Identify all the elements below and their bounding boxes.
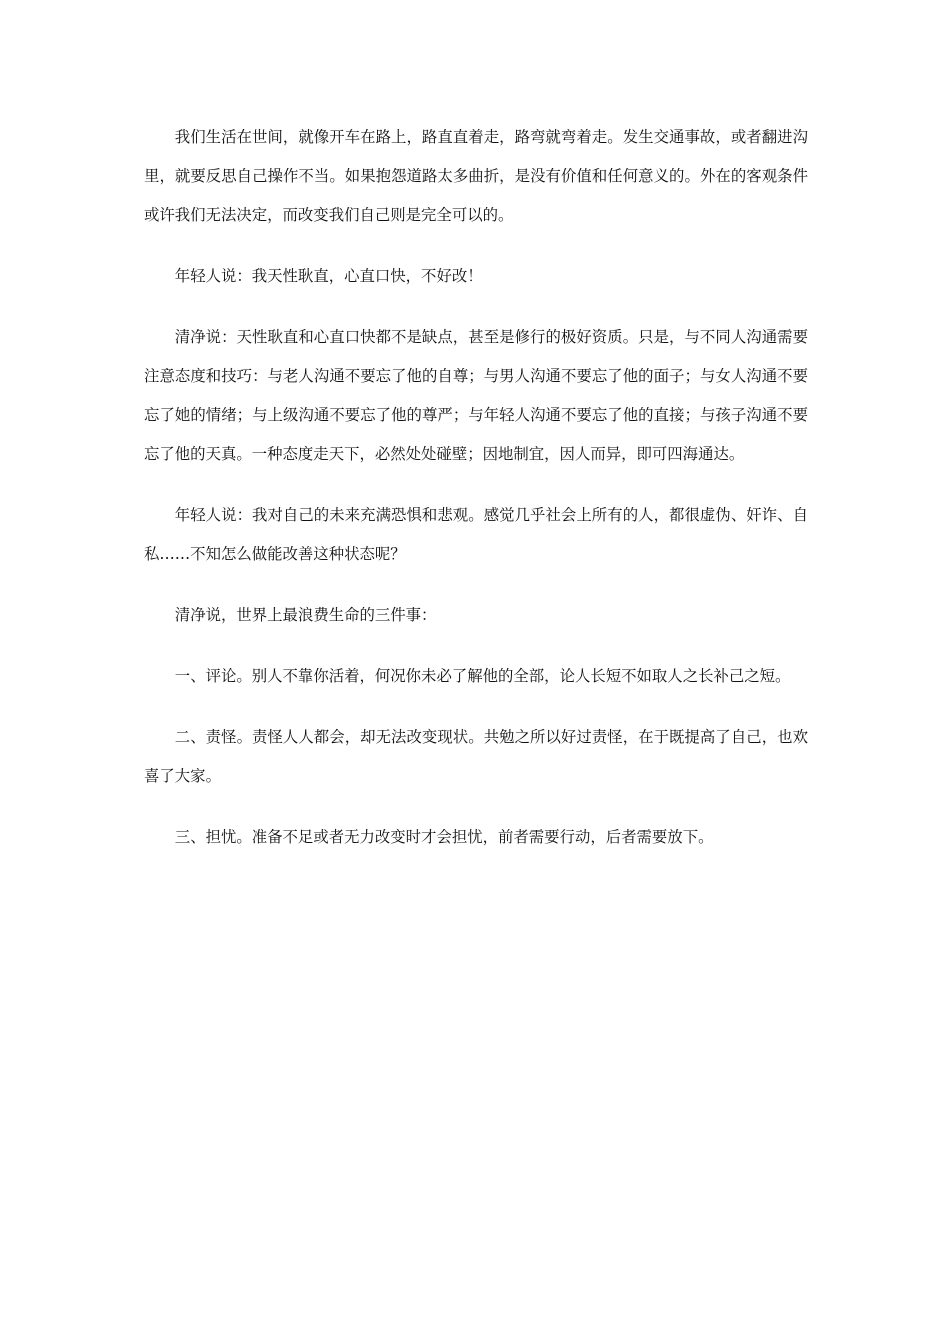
document-body <box>144 118 808 879</box>
paragraph-5: 清净说，世界上最浪费生命的三件事： <box>174 606 437 624</box>
paragraph-8: 三、担忧。准备不足或者无力改变时才会担忧，前者需要行动，后者需要放下。 <box>174 828 714 846</box>
paragraph-6: 一、评论。别人不靠你活着，何况你未必了解他的全部，论人长短不如取人之长补己之短。 <box>174 667 791 685</box>
paragraph-2: 年轻人说：我天性耿直，心直口快，不好改！ <box>174 267 483 285</box>
paragraph-3: 清净说：天性耿直和心直口快都不是缺点，甚至是修行的极好资质。只是，与不同人沟通需要注意态度和技巧：与老人沟通不要忘了他的自尊；与男人沟通不要忘了他的面子；与女人沟通不要忘了她的情绪；与上级沟通不要忘了他的尊严；与年轻人沟通不要忘了他的直接；与孩子沟通不要忘了他的天真。一种态度走天下，必然处处碰壁；因地制宜，因人而异，即可四海通达。 <box>144 328 808 463</box>
paragraph-1: 我们生活在世间，就像开车在路上，路直直着走，路弯就弯着走。发生交通事故，或者翻进沟里，就要反思自己操作不当。如果抱怨道路太多曲折，是没有价值和任何意义的。外在的客观条件或许我们无法决定，而改变我们自己则是完全可以的。 <box>144 128 808 224</box>
paragraph-4: 年轻人说：我对自己的未来充满恐惧和悲观。感觉几乎社会上所有的人，都很虚伪、奸诈、自私……不知怎么做能改善这种状态呢？ <box>144 506 808 563</box>
paragraph-7: 二、责怪。责怪人人都会，却无法改变现状。共勉之所以好过责怪，在于既提高了自己，也欢喜了大家。 <box>144 728 808 785</box>
